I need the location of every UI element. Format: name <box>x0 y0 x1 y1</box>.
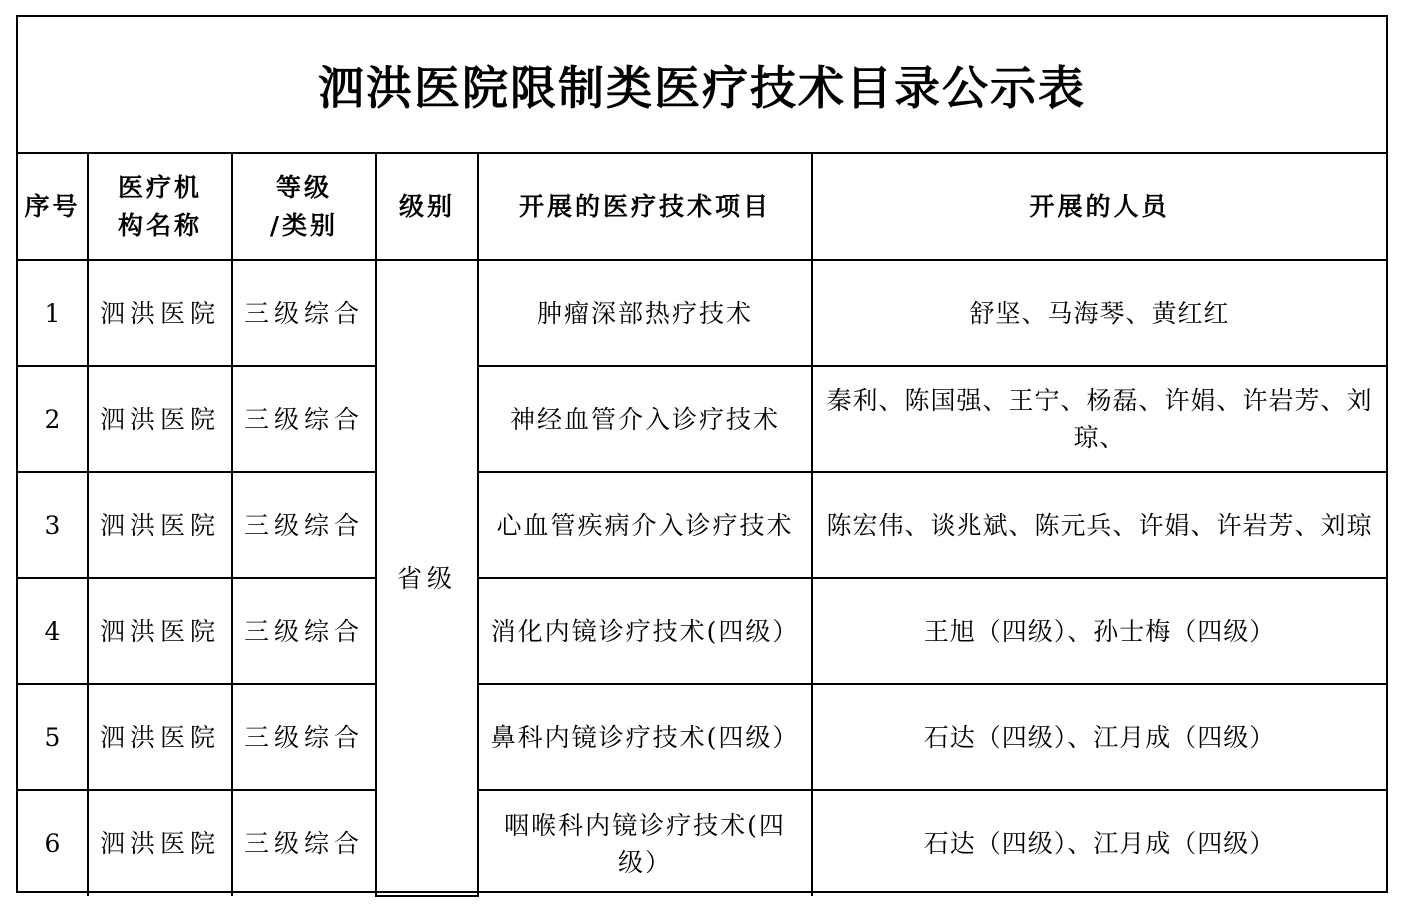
header-org <box>88 154 232 260</box>
catalog-sheet <box>16 15 1388 893</box>
row-org: 泗洪医院 <box>88 366 232 472</box>
header-grade-line2: /类别 <box>269 210 339 240</box>
table-row <box>18 790 1386 896</box>
catalog-table <box>18 154 1386 897</box>
row-grade: 三级综合 <box>232 684 376 790</box>
header-grade-line1: 等级 <box>275 172 332 202</box>
header-org-line2: 构名称 <box>117 210 202 240</box>
row-tech: 肿瘤深部热疗技术 <box>478 260 812 366</box>
row-grade: 三级综合 <box>232 366 376 472</box>
row-staff: 王旭（四级）、孙士梅（四级） <box>812 578 1386 684</box>
row-staff: 秦利、陈国强、王宁、杨磊、许娟、许岩芳、刘琼、 <box>812 366 1386 472</box>
row-index: 4 <box>18 578 88 684</box>
header-org-line1: 医疗机 <box>117 172 202 202</box>
row-tech: 神经血管介入诊疗技术 <box>478 366 812 472</box>
table-row <box>18 366 1386 472</box>
header-row <box>18 154 1386 260</box>
row-index: 2 <box>18 366 88 472</box>
row-staff: 舒坚、马海琴、黄红红 <box>812 260 1386 366</box>
row-org: 泗洪医院 <box>88 260 232 366</box>
row-index: 5 <box>18 684 88 790</box>
row-grade: 三级综合 <box>232 578 376 684</box>
header-grade <box>232 154 376 260</box>
row-staff: 石达（四级）、江月成（四级） <box>812 790 1386 896</box>
row-tech: 心血管疾病介入诊疗技术 <box>478 472 812 578</box>
row-index: 3 <box>18 472 88 578</box>
row-staff: 陈宏伟、谈兆斌、陈元兵、许娟、许岩芳、刘琼 <box>812 472 1386 578</box>
header-staff: 开展的人员 <box>812 154 1386 260</box>
row-tech: 消化内镜诊疗技术(四级） <box>478 578 812 684</box>
table-row <box>18 472 1386 578</box>
level-cell: 省级 <box>376 260 478 896</box>
row-org: 泗洪医院 <box>88 472 232 578</box>
row-grade: 三级综合 <box>232 790 376 896</box>
header-index: 序号 <box>18 154 88 260</box>
row-grade: 三级综合 <box>232 472 376 578</box>
row-org: 泗洪医院 <box>88 790 232 896</box>
row-org: 泗洪医院 <box>88 578 232 684</box>
row-index: 6 <box>18 790 88 896</box>
row-org: 泗洪医院 <box>88 684 232 790</box>
title-row <box>18 17 1386 154</box>
header-level: 级别 <box>376 154 478 260</box>
page-title: 泗洪医院限制类医疗技术目录公示表 <box>318 60 1086 115</box>
row-grade: 三级综合 <box>232 260 376 366</box>
table-row <box>18 260 1386 366</box>
row-staff: 石达（四级）、江月成（四级） <box>812 684 1386 790</box>
header-tech: 开展的医疗技术项目 <box>478 154 812 260</box>
row-tech: 鼻科内镜诊疗技术(四级） <box>478 684 812 790</box>
table-row <box>18 684 1386 790</box>
row-tech: 咽喉科内镜诊疗技术(四级） <box>478 790 812 896</box>
table-row <box>18 578 1386 684</box>
row-index: 1 <box>18 260 88 366</box>
